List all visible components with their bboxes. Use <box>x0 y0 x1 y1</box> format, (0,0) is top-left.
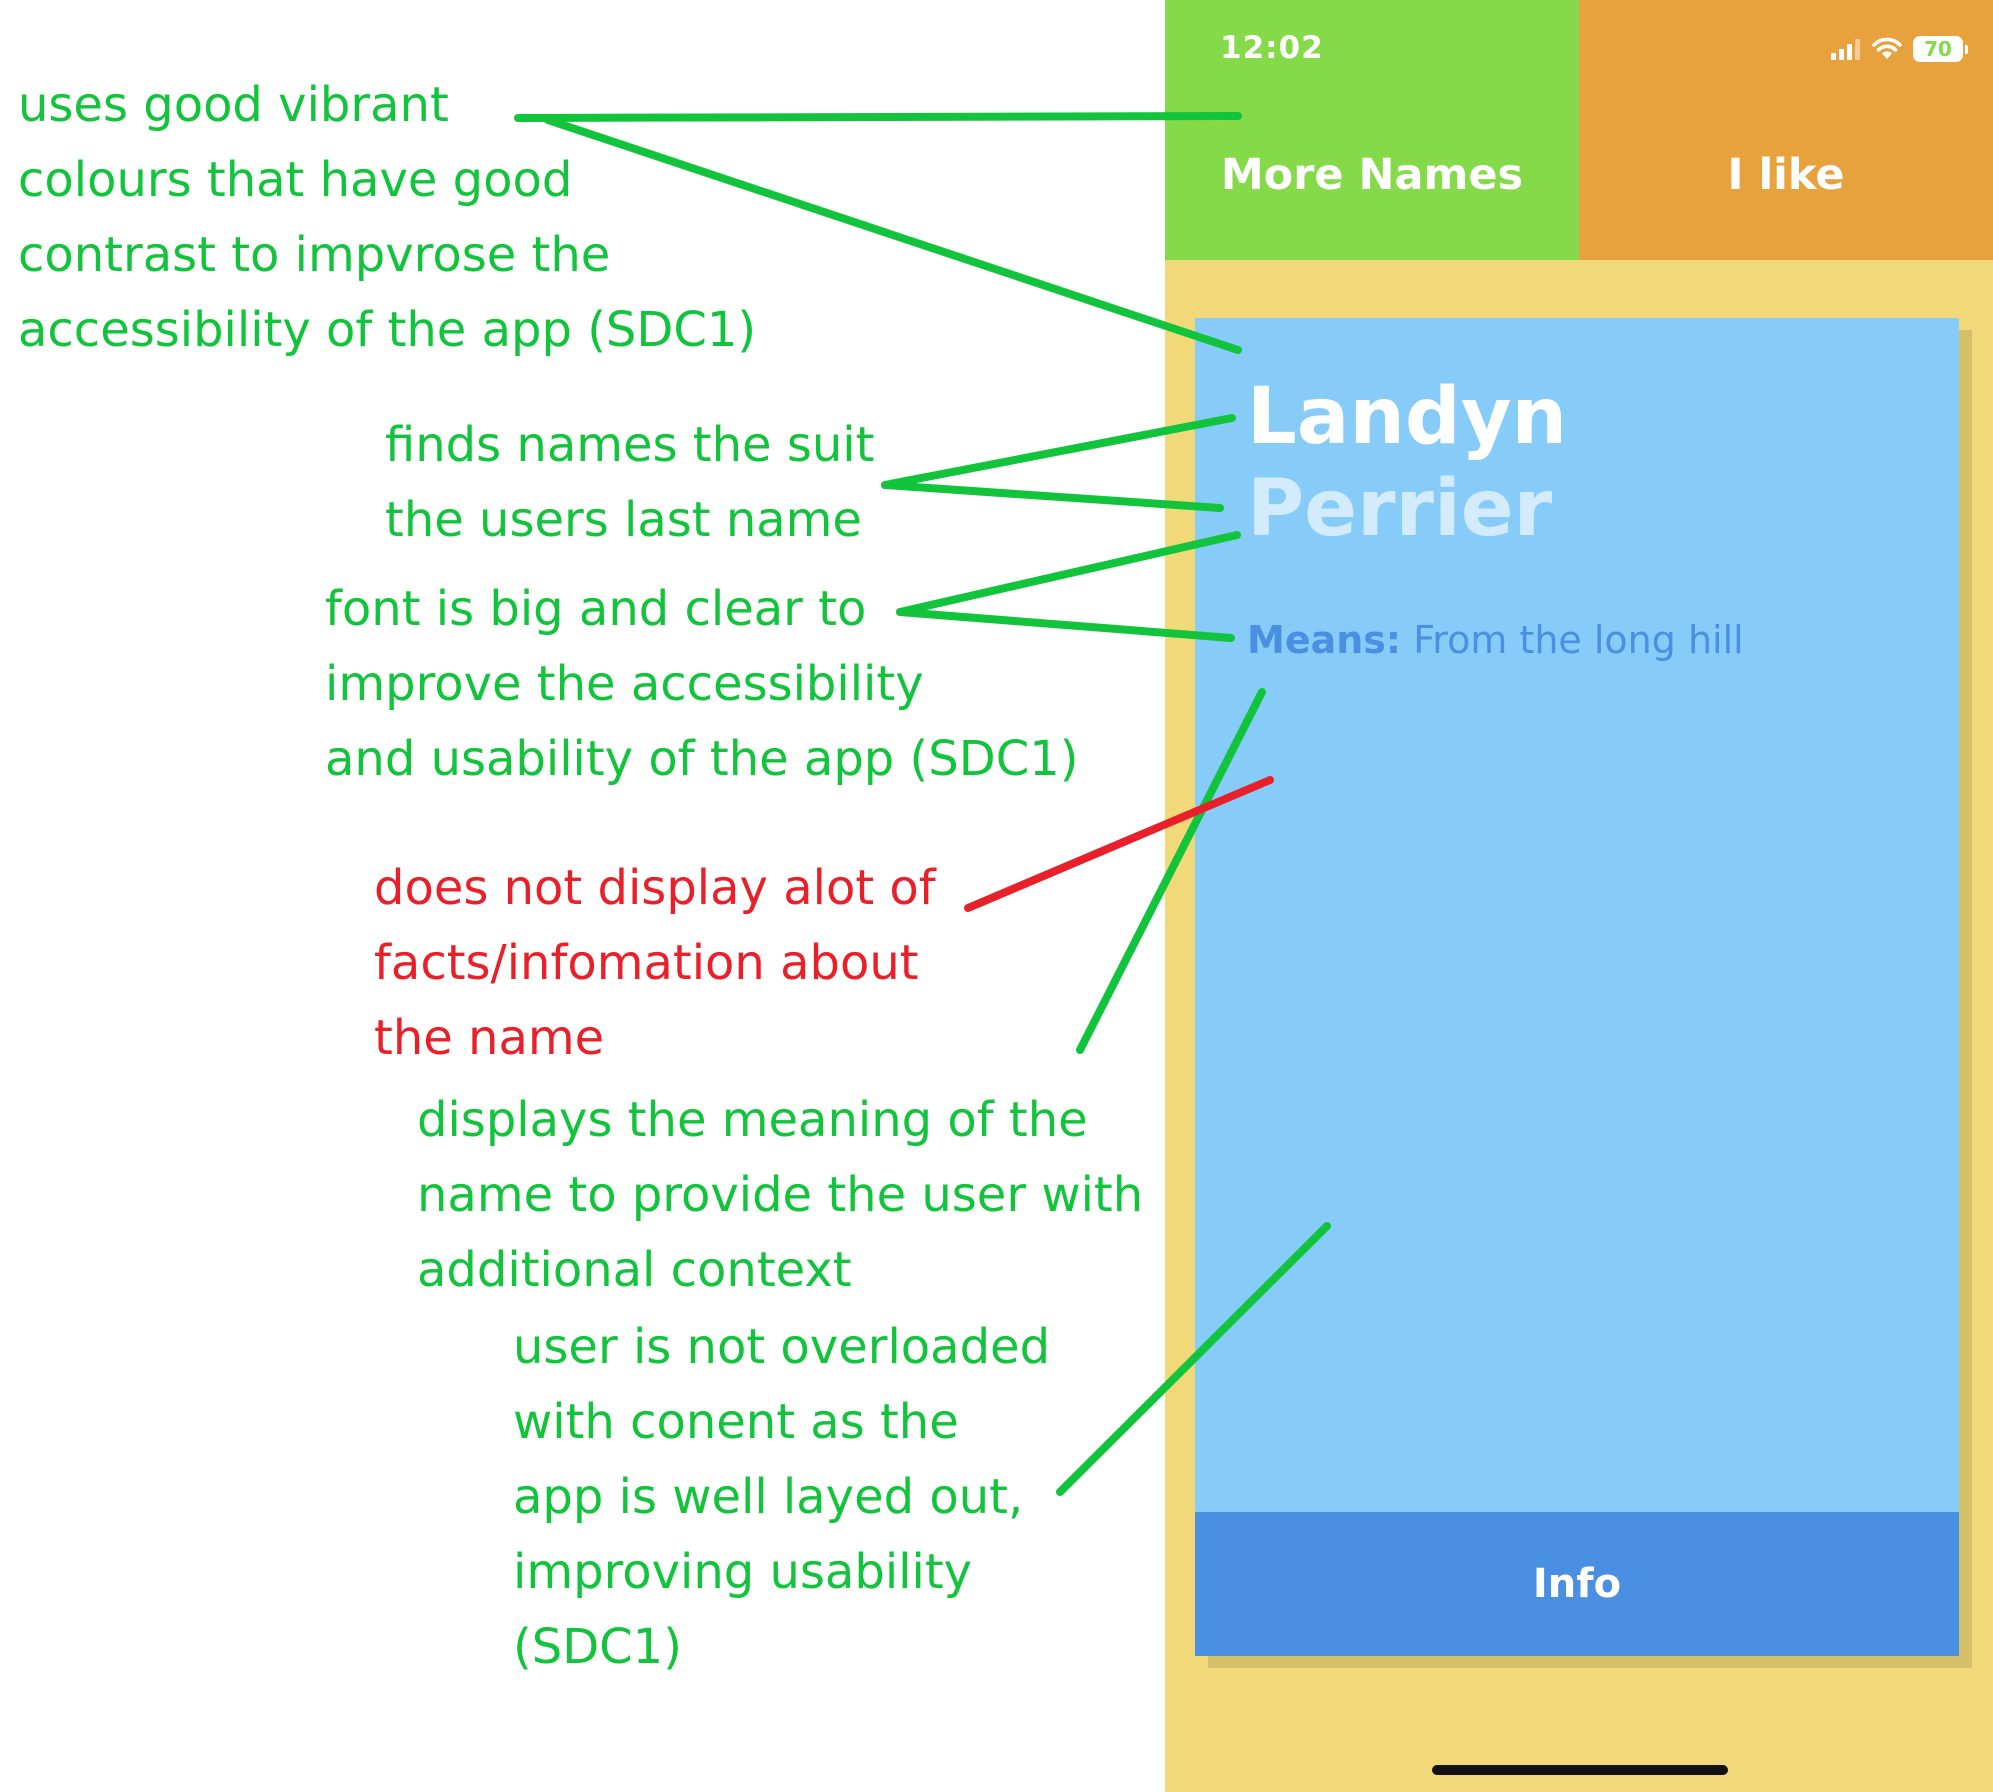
note-vibrant-colours: uses good vibrant colours that have good contrast to impvrose the accessibility of the app (SDC1) <box>18 77 757 358</box>
info-button[interactable]: Info <box>1195 1512 1959 1656</box>
battery-icon: 70 <box>1913 36 1963 62</box>
note-font-big-clear: font is big and clear to improve the accessibility and usability of the app (SDC1) <box>325 581 1079 787</box>
pointer-line-negative <box>968 780 1270 908</box>
last-name: Perrier <box>1247 464 1553 554</box>
meaning-value: From the long hill <box>1413 618 1744 662</box>
i-like-label: I like <box>1727 150 1845 200</box>
note-suits-last-name: finds names the suit the users last name <box>385 417 875 548</box>
note-not-overloaded: user is not overloaded with conent as the app is well layed out, improving usability (SDC1) <box>513 1319 1051 1675</box>
pointer-line <box>885 485 1220 508</box>
note-meaning-context: displays the meaning of the name to provide the user with additional context <box>417 1092 1144 1298</box>
meaning-label: Means: <box>1247 618 1402 662</box>
pointer-line <box>885 418 1232 485</box>
status-time: 12:02 <box>1220 30 1324 66</box>
first-name: Landyn <box>1247 372 1568 462</box>
more-names-label: More Names <box>1220 150 1524 200</box>
note-few-facts: does not display alot of facts/infomation about the name <box>374 860 936 1066</box>
pointer-line <box>1080 692 1262 1050</box>
